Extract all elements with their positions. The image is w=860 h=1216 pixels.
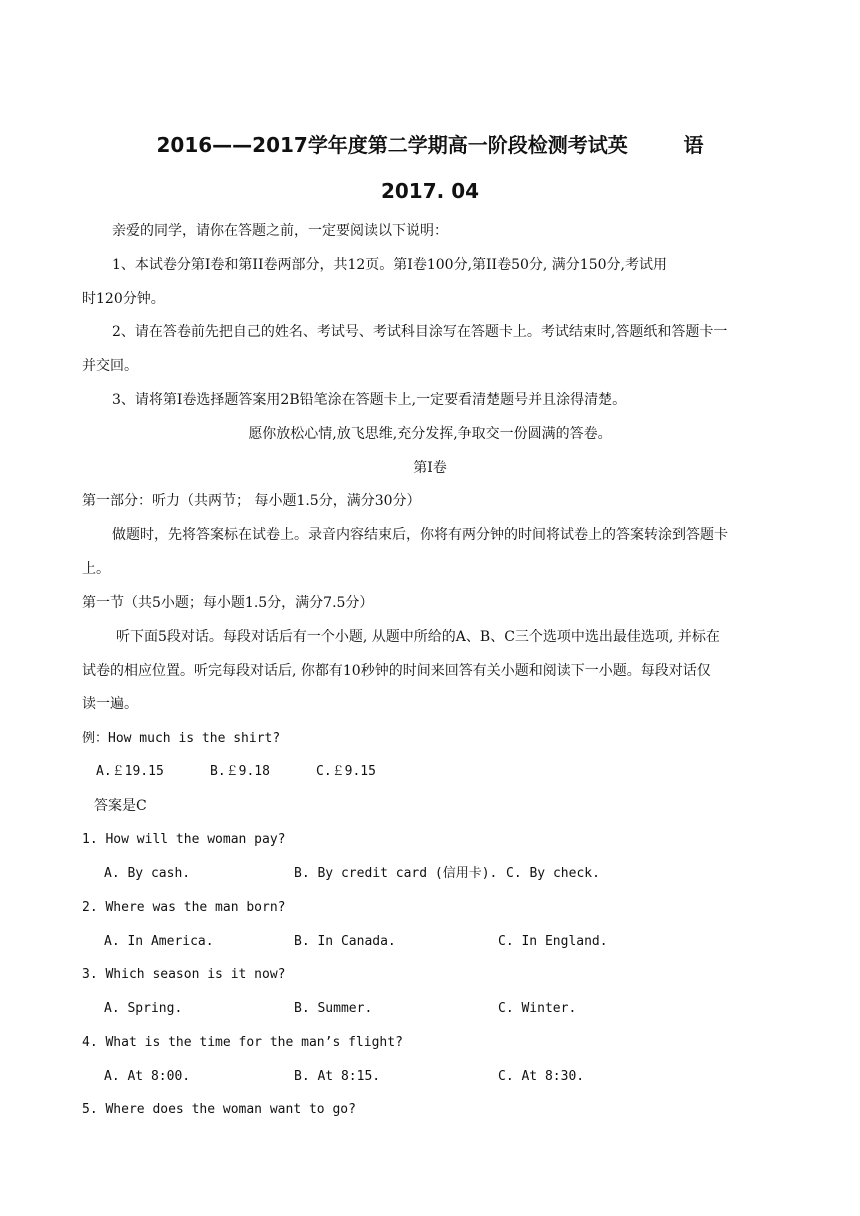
question-1-option-a: A. By cash. — [104, 866, 191, 881]
example-option-a: A.￡19.15 — [96, 764, 164, 779]
question-2-option-a: A. In America. — [104, 934, 214, 949]
question-3-option-c: C. Winter. — [498, 1001, 577, 1016]
part1-heading: 第一部分：听力（共两节； 每小题1.5分，满分30分） — [82, 493, 421, 509]
question-1-option-b: B. By credit card (信用卡). — [294, 866, 498, 881]
question-4-option-b: B. At 8:15. — [294, 1069, 381, 1084]
intro-wish: 愿你放松心情,放飞思维,充分发挥,争取交一份圆满的答卷。 — [248, 426, 612, 442]
question-3: 3. Which season is it now? — [82, 967, 286, 982]
section1-instructions-cont1: 试卷的相应位置。听完每段对话后, 你都有10秒钟的时间来回答有关小题和阅读下一小题。每段对话仅 — [82, 663, 711, 679]
question-4-option-c: C. At 8:30. — [498, 1069, 585, 1084]
intro-greeting: 亲爱的同学，请你在答题之前，一定要阅读以下说明： — [112, 223, 448, 239]
intro-item-3: 3、请将第Ⅰ卷选择题答案用2B铅笔涂在答题卡上,一定要看清楚题号并且涂得清楚。 — [112, 392, 627, 408]
exam-date: 2017. 04 — [380, 179, 480, 203]
intro-item-1-cont: 时120分钟。 — [82, 291, 165, 307]
intro-item-2-cont: 并交回。 — [82, 358, 138, 374]
question-5: 5. Where does the woman want to go? — [82, 1102, 356, 1117]
question-3-option-a: A. Spring. — [104, 1001, 183, 1016]
example-option-b: B.￡9.18 — [210, 764, 270, 779]
example-question: 例：How much is the shirt? — [82, 731, 281, 746]
exam-title: 2016——2017学年度第二学期高一阶段检测考试英 语 — [156, 133, 704, 157]
question-4-option-a: A. At 8:00. — [104, 1069, 191, 1084]
example-option-c: C.￡9.15 — [316, 764, 376, 779]
part1-instructions: 做题时，先将答案标在试卷上。录音内容结束后，你将有两分钟的时间将试卷上的答案转涂到答题卡 — [112, 527, 728, 543]
part1-instructions-cont: 上。 — [82, 561, 110, 577]
question-3-option-b: B. Summer. — [294, 1001, 373, 1016]
volume-title: 第Ⅰ卷 — [413, 460, 447, 476]
example-answer: 答案是C — [94, 798, 147, 814]
question-2-option-c: C. In England. — [498, 934, 608, 949]
intro-item-1: 1、本试卷分第Ⅰ卷和第II卷两部分，共12页。第Ⅰ卷100分,第II卷50分, 满分150分,考试用 — [112, 257, 667, 273]
section1-instructions: 听下面5段对话。每段对话后有一个小题, 从题中所给的A、B、C三个选项中选出最佳选项, 并标在 — [116, 629, 720, 645]
section1-instructions-cont2: 读一遍。 — [82, 696, 138, 712]
question-2: 2. Where was the man born? — [82, 900, 286, 915]
question-2-option-b: B. In Canada. — [294, 934, 396, 949]
section1-heading: 第一节（共5小题；每小题1.5分，满分7.5分） — [82, 595, 374, 611]
intro-item-2: 2、请在答卷前先把自己的姓名、考试号、考试科目涂写在答题卡上。考试结束时,答题纸和答题卡一 — [112, 324, 728, 340]
question-4: 4. What is the time for the man’s flight? — [82, 1035, 403, 1050]
question-1: 1. How will the woman pay? — [82, 832, 286, 847]
question-1-option-c: C. By check. — [506, 866, 600, 881]
